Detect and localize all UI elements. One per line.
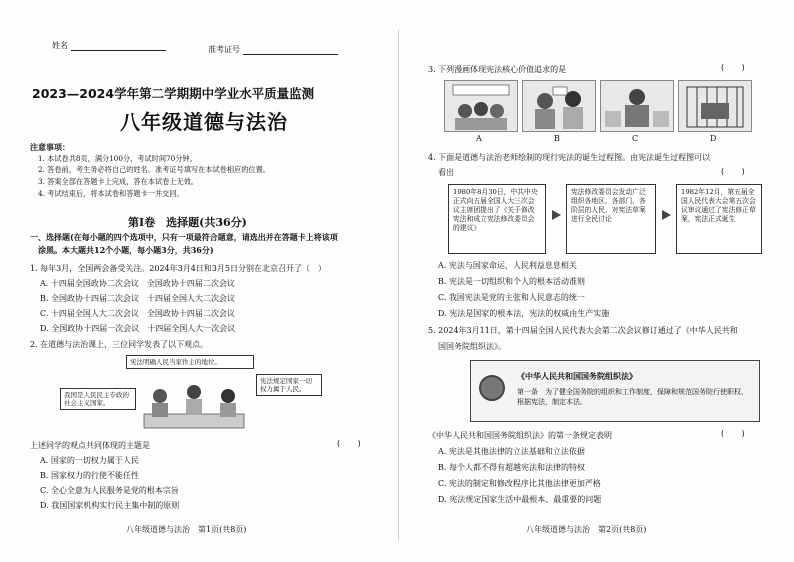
name-input-line[interactable]: [71, 41, 166, 51]
section-instruction-2: 涂黑。本大题共12个小题，每小题3分，共36分): [38, 245, 214, 255]
q4-flow-box-2: 宪法修改委员会发动广泛组织各地区、各部门、各阶层的人民，对宪法草案进行全民讨论: [566, 184, 656, 254]
exam-number-field: [208, 44, 338, 55]
q4-flow-box-1: 1980年8月30日，中共中央正式向五届全国人大三次会议主席团提出了《关于修改宪法和成立宪法修改委员会的建议》: [448, 184, 546, 254]
q4-flow-box-3: 1982年12月，第五届全国人民代表大会第五次会议审议通过了宪法修正草案，宪法正式诞生: [676, 184, 762, 254]
q5-stem-line2: 国国务院组织法》。: [438, 342, 506, 351]
q4-option-b[interactable]: B. 宪法是一切组织和个人的根本活动准则: [438, 277, 585, 286]
exam-title: 2023—2024学年第二学期期中学业水平质量监测: [32, 86, 315, 101]
exam-number-input-line[interactable]: [243, 45, 338, 55]
q5-law-title: 《中华人民共和国国务院组织法》: [517, 371, 637, 381]
q4-flow-arrow-2: [662, 210, 671, 220]
q3-label-d: D: [710, 134, 717, 143]
name-label: 姓名: [52, 41, 68, 50]
exam-number-label: 准考证号: [208, 45, 240, 54]
q5-option-d[interactable]: D. 宪法规定国家生活中最根本、最重要的问题: [438, 495, 602, 504]
q1-option-d[interactable]: D. 全国政协十四届一次会议 十四届全国人大一次会议: [40, 324, 236, 333]
notes-title: 注意事项：: [30, 142, 70, 152]
note-3: 3. 答案全部在答题卡上完成，答在本试卷上无效。: [38, 177, 199, 186]
q2-bubble-top: 宪法明确人民当家作主的地位。: [126, 355, 254, 369]
q5-law-article: 第一条 为了健全国务院的组织和工作制度，保障和规范国务院行使职权，根据宪法，制定本法。: [517, 388, 748, 406]
q3-label-c: C: [632, 134, 639, 143]
q3-cartoon-a[interactable]: [444, 80, 518, 132]
page-1-footer: 八年级道德与法治 第1页(共8页): [126, 525, 247, 534]
q2-bubble-left: 我国是人民民主专政的社会主义国家。: [60, 388, 136, 410]
note-1: 1. 本试卷共8页，满分100分，考试时间70分钟。: [38, 154, 197, 163]
page-2-footer: 八年级道德与法治 第2页(共8页): [526, 525, 647, 534]
q4-stem-line1: 4. 下面是道德与法治老师绘制的现行宪法的诞生过程图。由宪法诞生过程图可以: [428, 153, 711, 162]
q3-answer-paren[interactable]: ( ): [720, 63, 746, 72]
q3-cartoon-c[interactable]: [600, 80, 674, 132]
national-emblem-icon: [479, 375, 505, 401]
q4-stem-line2: 看出: [438, 168, 454, 177]
q5-stem-line1: 5. 2024年3月11日，第十四届全国人民代表大会第二次会议修订通过了《中华人民共和: [428, 326, 738, 335]
q1-option-b[interactable]: B. 全国政协十四届二次会议 十四届全国人大二次会议: [40, 294, 235, 303]
q5-answer-paren[interactable]: ( ): [720, 429, 746, 438]
q5-option-b[interactable]: B. 每个人都不得有超越宪法和法律的特权: [438, 463, 585, 472]
q1-option-a[interactable]: A. 十四届全国政协二次会议 全国政协十四届二次会议: [40, 279, 235, 288]
q2-option-a[interactable]: A. 国家的一切权力属于人民: [40, 456, 139, 465]
q5-option-c[interactable]: C. 宪法的制定和修改程序比其他法律更加严格: [438, 479, 601, 488]
q4-flow-arrow-1: [552, 210, 561, 220]
q5-follow: 《中华人民共和国国务院组织法》的第一条规定表明: [428, 431, 612, 440]
q2-stem: 2. 在道德与法治课上，三位同学发表了以下观点。: [30, 340, 209, 349]
q2-students-illustration: [138, 380, 250, 432]
q3-label-a: A: [476, 134, 482, 143]
q5-option-a[interactable]: A. 宪法是其他法律的立法基础和立法依据: [438, 447, 585, 456]
q1-option-c[interactable]: C. 十四届全国人大二次会议 全国政协十四届二次会议: [40, 309, 235, 318]
note-2: 2. 答卷前，考生务必将自己的姓名、准考证号填写在本试卷相应的位置。: [38, 165, 270, 174]
q4-answer-paren[interactable]: ( ): [720, 167, 746, 176]
section-title: 第Ⅰ卷 选择题(共36分): [128, 216, 247, 229]
q2-option-c[interactable]: C. 全心全意为人民服务是党的根本宗旨: [40, 486, 179, 495]
subject-title: 八年级道德与法治: [120, 110, 288, 134]
q3-cartoon-d[interactable]: [678, 80, 752, 132]
q2-follow: 上述同学的观点共同体现的主题是: [30, 441, 150, 450]
q3-label-b: B: [554, 134, 560, 143]
note-4: 4. 考试结束后，将本试卷和答题卡一并交回。: [38, 189, 184, 198]
q3-stem: 3. 下列漫画体现宪法核心价值追求的是: [428, 65, 567, 74]
page-fold-line: [398, 30, 399, 540]
q2-answer-paren[interactable]: ( ): [336, 439, 362, 448]
q3-cartoon-b[interactable]: [522, 80, 596, 132]
section-instruction-1: 一、选择题(在每小题的四个选项中，只有一项最符合题意，请选出并在答题卡上将该项: [30, 232, 338, 242]
q2-option-d[interactable]: D. 我国国家机构实行民主集中制的原则: [40, 501, 180, 510]
q4-option-d[interactable]: D. 宪法是国家的根本法，宪法的权威由生产实施: [438, 309, 610, 318]
q1-stem: 1. 每年3月，全国两会备受关注。2024年3月4日和3月5日分别在北京召开了（ ）: [30, 264, 326, 273]
q2-option-b[interactable]: B. 国家权力的行使不能任性: [40, 471, 139, 480]
q4-option-c[interactable]: C. 我国宪法是党的主张和人民意志的统一: [438, 293, 585, 302]
q5-law-excerpt-box: [470, 360, 760, 422]
name-field: [52, 40, 166, 51]
q4-option-a[interactable]: A. 宪法与国家命运，人民利益息息相关: [438, 261, 577, 270]
q2-bubble-right: 宪法规定国家一切权力属于人民。: [256, 374, 322, 396]
